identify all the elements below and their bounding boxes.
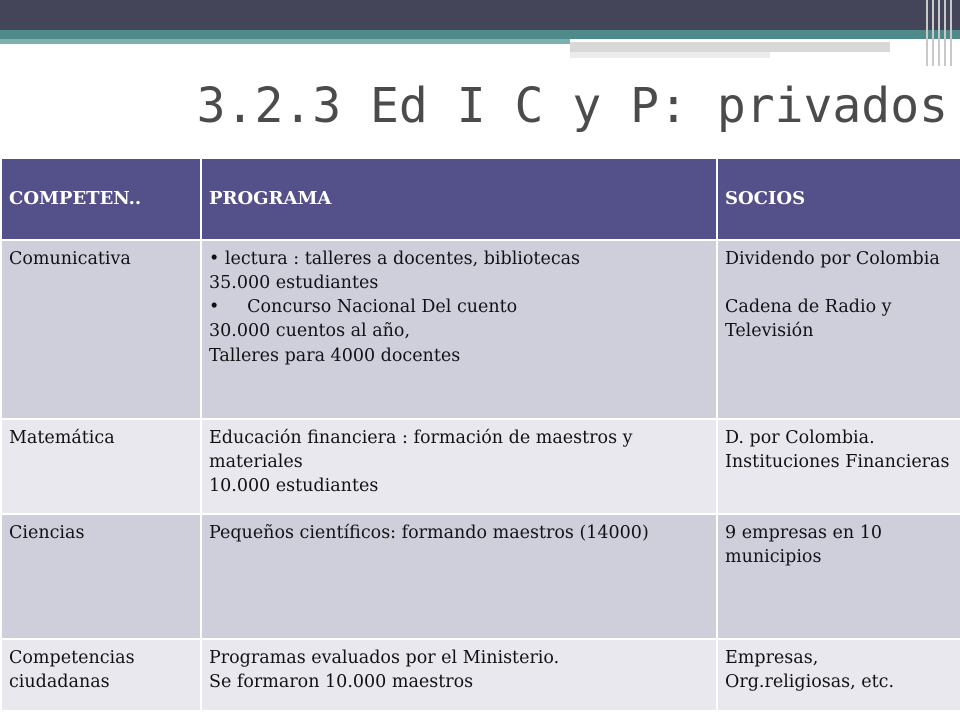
top-teal-bar <box>0 30 960 39</box>
cell-programa <box>201 419 717 514</box>
socios-spacer <box>725 271 953 295</box>
top-dark-bar <box>0 0 960 30</box>
cell-competencia: Competencias ciudadanas <box>1 639 201 711</box>
decorative-vertical-lines <box>926 0 952 66</box>
header-competencia: COMPETEN.. <box>1 158 201 240</box>
header-programa: PROGRAMA <box>201 158 717 240</box>
table-row <box>1 419 960 514</box>
cell-competencia: Ciencias <box>1 514 201 639</box>
socios-line: Dividendo por Colombia <box>725 249 940 269</box>
socios-line: Instituciones Financieras <box>725 452 950 473</box>
programa-line: Talleres para 4000 docentes <box>209 345 461 366</box>
programa-line: 10.000 estudiantes <box>209 476 379 497</box>
programa-line: • lectura : talleres a docentes, bibliotecas <box>209 249 581 269</box>
cell-socios <box>717 419 960 514</box>
cell-socios <box>717 514 960 639</box>
slide-title: 3.2.3 Ed I C y P: privados <box>196 78 948 134</box>
top-teal-accent <box>0 39 570 44</box>
table-row <box>1 639 960 711</box>
cell-programa <box>201 514 717 639</box>
programa-line: Pequeños científicos: formando maestros (14000) <box>209 523 649 543</box>
top-grey-accent-2 <box>570 52 770 58</box>
top-grey-accent <box>570 42 890 52</box>
programa-line: • Concurso Nacional Del cuento <box>209 297 518 318</box>
programa-line: Se formaron 10.000 maestros <box>209 672 474 693</box>
cell-programa <box>201 639 717 711</box>
table-row <box>1 240 960 419</box>
cell-competencia: Matemática <box>1 419 201 514</box>
cell-socios <box>717 639 960 711</box>
socios-line: Empresas, Org.religiosas, etc. <box>725 648 895 693</box>
socios-line: D. por Colombia. <box>725 428 875 448</box>
table-header-row <box>1 158 960 240</box>
programa-line: 35.000 estudiantes <box>209 273 379 294</box>
socios-line: 9 empresas en 10 municipios <box>725 523 882 568</box>
socios-line: Cadena de Radio y Televisión <box>725 297 892 342</box>
programa-line: Educación financiera : formación de maestros y materiales <box>209 428 633 473</box>
header-socios: SOCIOS <box>717 158 960 240</box>
programa-line: 30.000 cuentos al año, <box>209 321 411 342</box>
cell-programa <box>201 240 717 419</box>
table-row <box>1 514 960 639</box>
cell-socios <box>717 240 960 419</box>
cell-competencia: Comunicativa <box>1 240 201 419</box>
programs-table <box>0 157 960 712</box>
programa-line: Programas evaluados por el Ministerio. <box>209 648 560 668</box>
